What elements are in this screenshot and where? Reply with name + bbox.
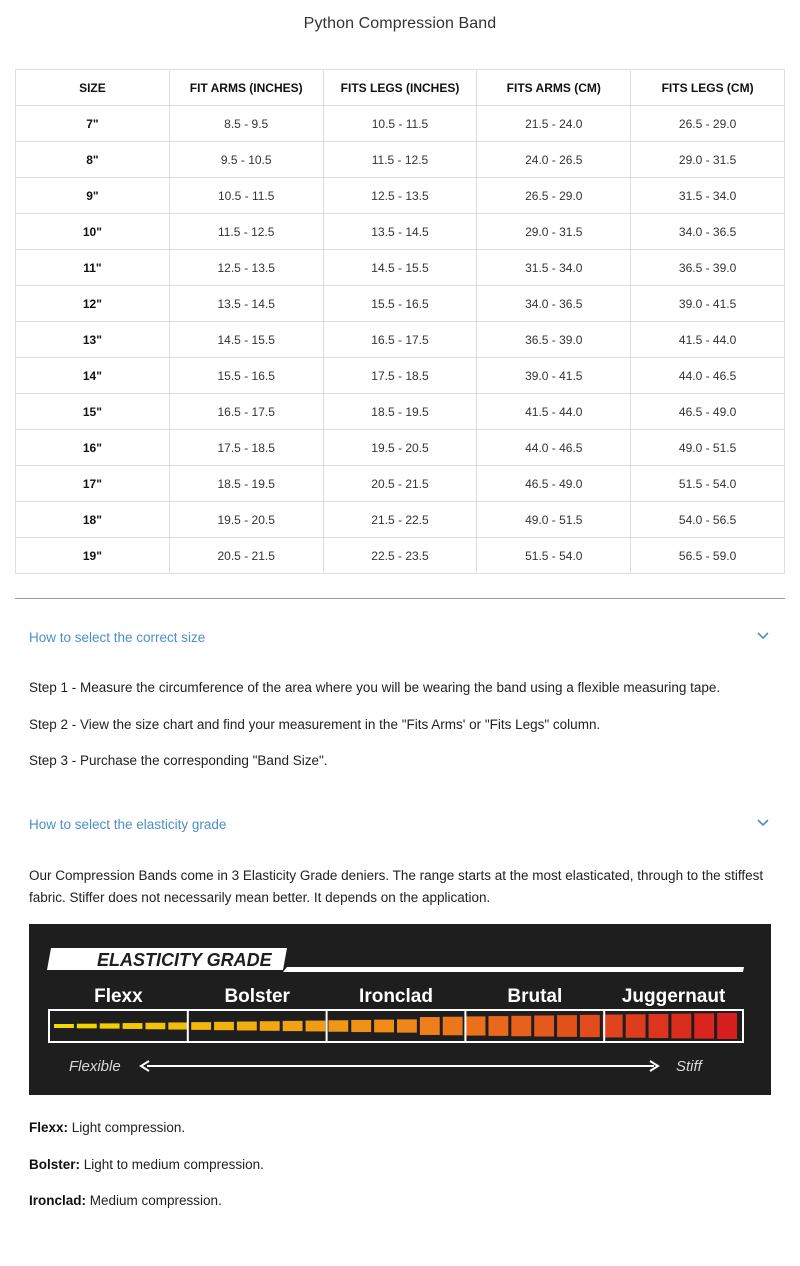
- measurement-cell: 54.0 - 56.5: [631, 502, 785, 538]
- size-cell: 9": [16, 178, 170, 214]
- grade-bar-block: [328, 1020, 348, 1031]
- grade-bar-block: [534, 1015, 554, 1036]
- heading-rule: [283, 967, 744, 972]
- measurement-cell: 10.5 - 11.5: [169, 178, 323, 214]
- measurement-cell: 49.0 - 51.5: [631, 430, 785, 466]
- table-header-row: [16, 70, 785, 106]
- table-row: [16, 358, 785, 394]
- grade-bar-block: [649, 1014, 669, 1038]
- accordion-title[interactable]: How to select the elasticity grade: [29, 817, 227, 832]
- size-cell: 17": [16, 466, 170, 502]
- col-header-legs-inches: FITS LEGS (INCHES): [323, 70, 477, 106]
- table-row: [16, 322, 785, 358]
- measurement-cell: 41.5 - 44.0: [477, 394, 631, 430]
- col-header-size: SIZE: [16, 70, 170, 106]
- measurement-cell: 8.5 - 9.5: [169, 106, 323, 142]
- grade-bar-block: [306, 1021, 326, 1032]
- measurement-cell: 13.5 - 14.5: [169, 286, 323, 322]
- size-cell: 11": [16, 250, 170, 286]
- page-title: Python Compression Band: [303, 15, 497, 32]
- grade-bar-block: [168, 1022, 188, 1029]
- grade-bar-block: [145, 1023, 165, 1029]
- measurement-cell: 29.0 - 31.5: [631, 142, 785, 178]
- grade-bar-block: [237, 1022, 257, 1031]
- measurement-cell: 34.0 - 36.5: [631, 214, 785, 250]
- size-cell: 15": [16, 394, 170, 430]
- table-row: [16, 250, 785, 286]
- flexible-label: Flexible: [69, 1058, 121, 1075]
- measurement-cell: 26.5 - 29.0: [477, 178, 631, 214]
- elasticity-grade-svg: [29, 924, 771, 1095]
- chevron-down-icon[interactable]: [755, 628, 771, 644]
- grade-bar-block: [283, 1021, 303, 1031]
- step-3-text: Step 3 - Purchase the corresponding "Band Size".: [29, 753, 328, 768]
- grade-bar-block: [191, 1022, 211, 1030]
- desc-bolster-text: Light to medium compression.: [80, 1157, 264, 1172]
- measurement-cell: 10.5 - 11.5: [323, 106, 477, 142]
- chevron-down-icon[interactable]: [755, 815, 771, 831]
- grade-bar-block: [557, 1015, 577, 1037]
- grade-bar-block: [54, 1024, 74, 1028]
- measurement-cell: 46.5 - 49.0: [631, 394, 785, 430]
- grade-bar-block: [214, 1022, 234, 1030]
- measurement-cell: 17.5 - 18.5: [169, 430, 323, 466]
- col-header-arms-inches: FIT ARMS (INCHES): [169, 70, 323, 106]
- size-chart-table: [15, 69, 785, 574]
- step-2-text: Step 2 - View the size chart and find your measurement in the "Fits Arms' or "Fits Legs" column.: [29, 717, 601, 732]
- measurement-cell: 16.5 - 17.5: [323, 322, 477, 358]
- grade-bar-block: [374, 1020, 394, 1033]
- measurement-cell: 21.5 - 24.0: [477, 106, 631, 142]
- step-1-text: Step 1 - Measure the circumference of the area where you will be wearing the band using a flexible measuring tape.: [29, 680, 721, 695]
- grade-bar-block: [397, 1019, 417, 1032]
- measurement-cell: 14.5 - 15.5: [169, 322, 323, 358]
- table-row: [16, 106, 785, 142]
- size-cell: 12": [16, 286, 170, 322]
- desc-ironclad-name: Ironclad:: [29, 1193, 87, 1208]
- grade-bar-block: [351, 1020, 371, 1032]
- measurement-cell: 51.5 - 54.0: [477, 538, 631, 574]
- measurement-cell: 14.5 - 15.5: [323, 250, 477, 286]
- desc-bolster-name: Bolster:: [29, 1157, 81, 1172]
- table-row: [16, 286, 785, 322]
- measurement-cell: 36.5 - 39.0: [631, 250, 785, 286]
- measurement-cell: 44.0 - 46.5: [631, 358, 785, 394]
- measurement-cell: 26.5 - 29.0: [631, 106, 785, 142]
- size-cell: 10": [16, 214, 170, 250]
- grade-bar-block: [443, 1017, 463, 1036]
- measurement-cell: 11.5 - 12.5: [323, 142, 477, 178]
- measurement-cell: 20.5 - 21.5: [169, 538, 323, 574]
- grade-bar-block: [123, 1023, 143, 1029]
- table-row: [16, 214, 785, 250]
- measurement-cell: 15.5 - 16.5: [323, 286, 477, 322]
- elasticity-intro-text: Our Compression Bands come in 3 Elasticity Grade deniers. The range starts at the most elasticated, through to the stiffest fabric. Stiffer does not necessarily mean better. It depends on the application.: [29, 868, 764, 905]
- table-row: [16, 394, 785, 430]
- measurement-cell: 12.5 - 13.5: [323, 178, 477, 214]
- measurement-cell: 29.0 - 31.5: [477, 214, 631, 250]
- measurement-cell: 13.5 - 14.5: [323, 214, 477, 250]
- desc-ironclad: [29, 1190, 771, 1212]
- size-cell: 13": [16, 322, 170, 358]
- accordion-title[interactable]: How to select the correct size: [29, 630, 206, 645]
- measurement-cell: 31.5 - 34.0: [631, 178, 785, 214]
- table-row: [16, 538, 785, 574]
- measurement-cell: 15.5 - 16.5: [169, 358, 323, 394]
- table-row: [16, 178, 785, 214]
- measurement-cell: 51.5 - 54.0: [631, 466, 785, 502]
- desc-flexx-name: Flexx:: [29, 1120, 69, 1135]
- measurement-cell: 22.5 - 23.5: [323, 538, 477, 574]
- desc-bolster: [29, 1154, 771, 1176]
- measurement-cell: 39.0 - 41.5: [631, 286, 785, 322]
- measurement-cell: 20.5 - 21.5: [323, 466, 477, 502]
- measurement-cell: 21.5 - 22.5: [323, 502, 477, 538]
- size-cell: 16": [16, 430, 170, 466]
- grade-label-bolster: Bolster: [224, 986, 290, 1007]
- measurement-cell: 39.0 - 41.5: [477, 358, 631, 394]
- measurement-cell: 19.5 - 20.5: [323, 430, 477, 466]
- measurement-cell: 31.5 - 34.0: [477, 250, 631, 286]
- measurement-cell: 9.5 - 10.5: [169, 142, 323, 178]
- size-cell: 18": [16, 502, 170, 538]
- grade-bar-block: [488, 1016, 508, 1036]
- table-row: [16, 142, 785, 178]
- grade-label-ironclad: Ironclad: [359, 986, 433, 1007]
- measurement-cell: 34.0 - 36.5: [477, 286, 631, 322]
- grade-label-flexx: Flexx: [94, 986, 143, 1007]
- table-row: [16, 502, 785, 538]
- grade-bar-block: [717, 1013, 737, 1039]
- size-cell: 7": [16, 106, 170, 142]
- measurement-cell: 12.5 - 13.5: [169, 250, 323, 286]
- measurement-cell: 36.5 - 39.0: [477, 322, 631, 358]
- measurement-cell: 16.5 - 17.5: [169, 394, 323, 430]
- grade-bar-fill: [54, 1013, 737, 1039]
- measurement-cell: 49.0 - 51.5: [477, 502, 631, 538]
- table-row: [16, 430, 785, 466]
- grade-labels: [94, 986, 726, 1007]
- measurement-cell: 11.5 - 12.5: [169, 214, 323, 250]
- accordion-correct-size[interactable]: [29, 628, 771, 650]
- grade-label-brutal: Brutal: [507, 986, 563, 1007]
- table-row: [16, 466, 785, 502]
- size-cell: 8": [16, 142, 170, 178]
- grade-bar-block: [671, 1014, 691, 1039]
- grade-bar-block: [100, 1023, 120, 1028]
- grade-bar-block: [511, 1016, 531, 1036]
- measurement-cell: 24.0 - 26.5: [477, 142, 631, 178]
- grade-bar-block: [580, 1015, 600, 1037]
- desc-flexx-text: Light compression.: [68, 1120, 186, 1135]
- measurement-cell: 56.5 - 59.0: [631, 538, 785, 574]
- section-divider: [15, 598, 785, 599]
- grade-label-juggernaut: Juggernaut: [621, 986, 726, 1007]
- desc-flexx: [29, 1117, 771, 1139]
- measurement-cell: 18.5 - 19.5: [169, 466, 323, 502]
- grade-bar-block: [626, 1014, 646, 1038]
- grade-bar-block: [466, 1016, 486, 1035]
- measurement-cell: 19.5 - 20.5: [169, 502, 323, 538]
- measurement-cell: 44.0 - 46.5: [477, 430, 631, 466]
- elasticity-grade-graphic: [29, 924, 771, 1095]
- col-header-arms-cm: FITS ARMS (CM): [477, 70, 631, 106]
- col-header-legs-cm: FITS LEGS (CM): [631, 70, 785, 106]
- size-cell: 14": [16, 358, 170, 394]
- desc-ironclad-text: Medium compression.: [86, 1193, 222, 1208]
- grade-bar-block: [694, 1013, 714, 1038]
- measurement-cell: 18.5 - 19.5: [323, 394, 477, 430]
- grade-bar-block: [260, 1021, 280, 1031]
- accordion-elasticity-grade[interactable]: [29, 815, 771, 837]
- stiff-label: Stiff: [676, 1058, 702, 1075]
- grade-bar-block: [77, 1024, 97, 1029]
- grade-bar-block: [420, 1017, 440, 1035]
- grade-heading: ELASTICITY GRADE: [97, 950, 272, 970]
- size-cell: 19": [16, 538, 170, 574]
- measurement-cell: 46.5 - 49.0: [477, 466, 631, 502]
- grade-bar-block: [603, 1015, 623, 1038]
- measurement-cell: 41.5 - 44.0: [631, 322, 785, 358]
- measurement-cell: 17.5 - 18.5: [323, 358, 477, 394]
